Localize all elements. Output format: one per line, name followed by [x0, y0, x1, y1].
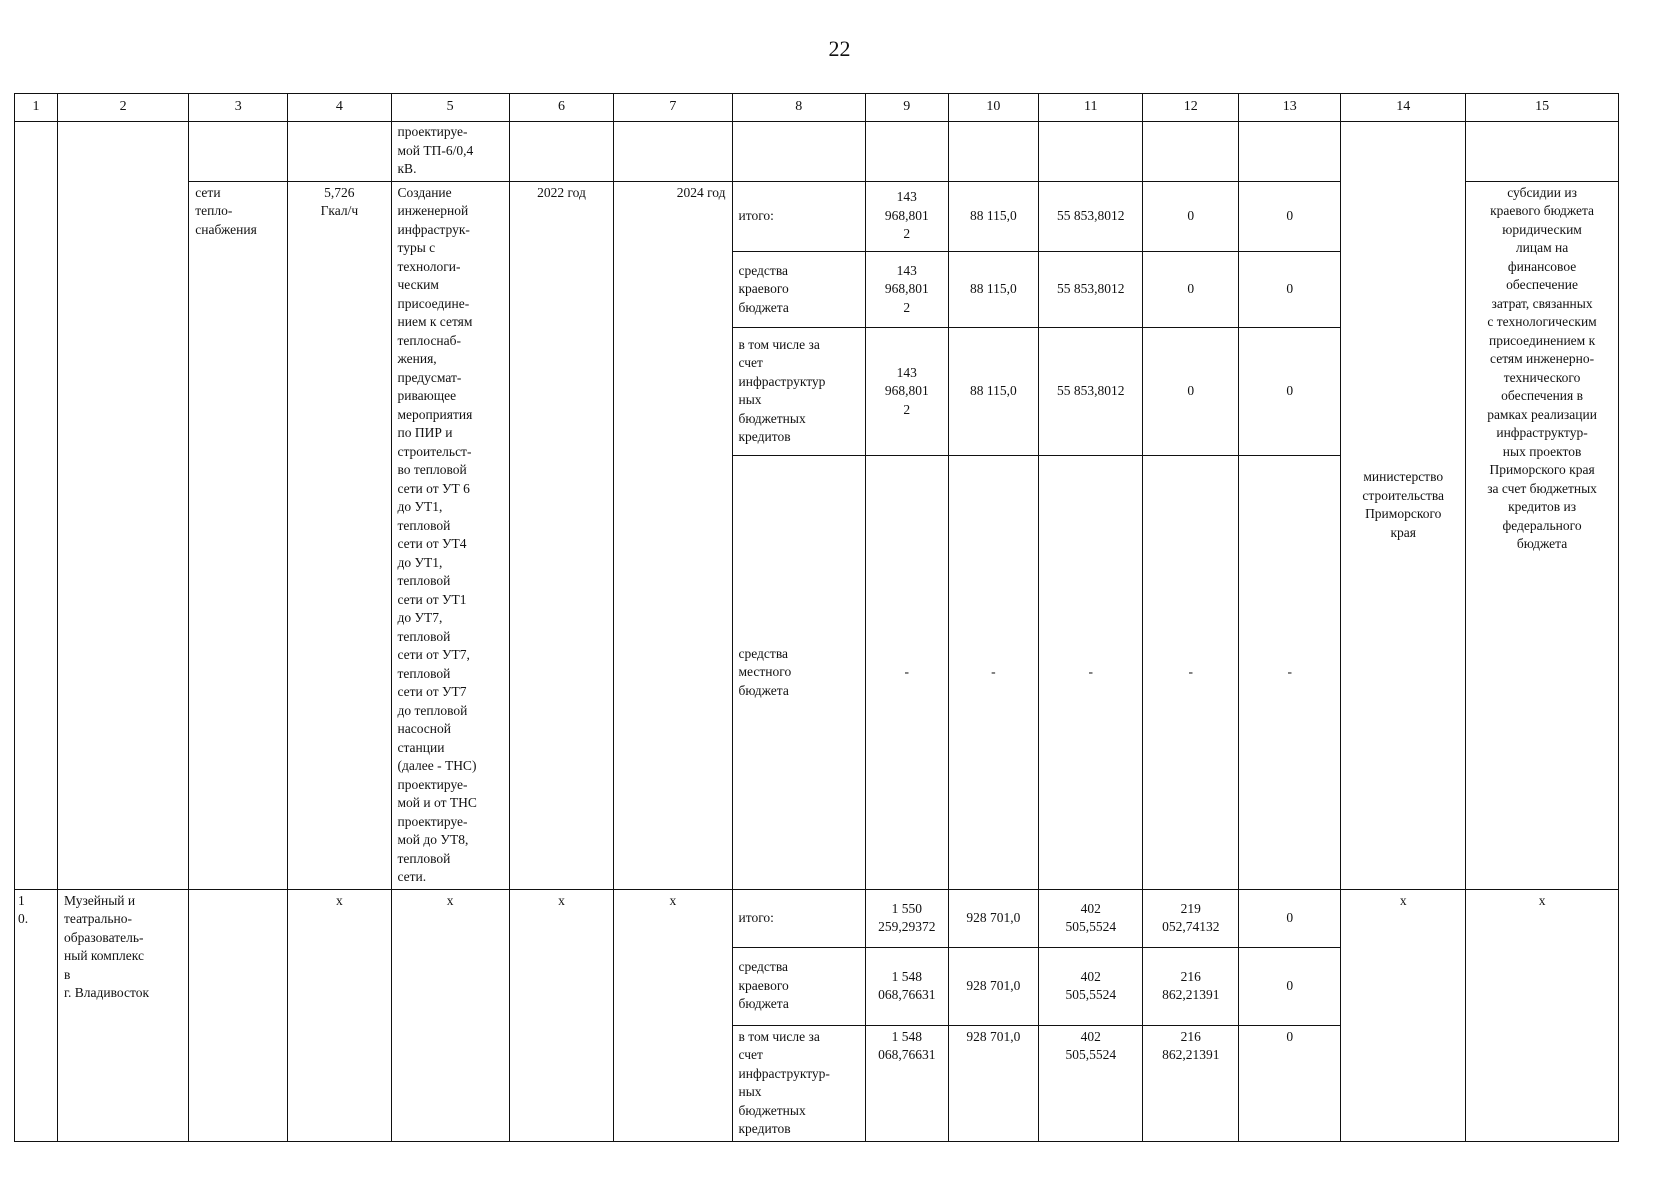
page-number: 22 — [828, 36, 851, 61]
cell-col11 — [1039, 122, 1143, 182]
object-description: Создание инженерной инфраструк- туры с технологи- ческим присоедине- нием к сетям теплоснаб- жения, предусмат- ривающее мероприятия по ПИР и строительст- во тепловой сети от УТ 6 до УТ1, тепловой сети от УТ4 до УТ1, тепловой сети от УТ1 до УТ7, тепловой сети от УТ7, тепловой сети от УТ7 до тепловой насосной станции (далее - ТНС) проектируе- мой и от ТНС проектируе- мой до УТ8, тепловой сети. — [391, 181, 509, 889]
amount-year1: 928 701,0 — [948, 1025, 1038, 1141]
funding-source-label: средства местного бюджета — [732, 456, 865, 889]
header-cell: 1 — [15, 94, 58, 122]
object-description: x — [391, 889, 509, 1141]
end-year: 2024 год — [614, 181, 732, 889]
cell-col9 — [865, 122, 948, 182]
cell-col13 — [1239, 122, 1341, 182]
amount-year4: 0 — [1239, 251, 1341, 327]
funding-source-label: в том числе за счет инфраструктур- ных бюджетных кредитов — [732, 1025, 865, 1141]
header-cell: 6 — [509, 94, 613, 122]
amount-year4: - — [1239, 456, 1341, 889]
cell-col7 — [614, 122, 732, 182]
capacity: 5,726 Гкал/ч — [288, 181, 391, 889]
header-cell: 5 — [391, 94, 509, 122]
amount-year2: 55 853,8012 — [1039, 327, 1143, 456]
header-row — [15, 94, 1619, 122]
amount-total: - — [865, 456, 948, 889]
cell-col3 — [189, 889, 288, 1141]
amount-year1: 88 115,0 — [948, 251, 1038, 327]
object-name: Музейный и театрально- образователь- ный комплекс в г. Владивосток — [58, 889, 189, 1141]
header-cell: 10 — [948, 94, 1038, 122]
start-year: 2022 год — [509, 181, 613, 889]
amount-year3: 0 — [1143, 181, 1239, 251]
amount-year3: 219 052,74132 — [1143, 889, 1239, 947]
cell-col10 — [948, 122, 1038, 182]
cell-col4 — [288, 122, 391, 182]
amount-year4: 0 — [1239, 181, 1341, 251]
header-cell: 2 — [58, 94, 189, 122]
header-cell: 14 — [1341, 94, 1466, 122]
header-cell: 4 — [288, 94, 391, 122]
cell-col2 — [58, 122, 189, 890]
header-cell: 7 — [614, 94, 732, 122]
amount-year4: 0 — [1239, 327, 1341, 456]
table-row — [15, 122, 1619, 182]
amount-year1: 88 115,0 — [948, 181, 1038, 251]
header-cell: 8 — [732, 94, 865, 122]
cell-col12 — [1143, 122, 1239, 182]
amount-year3: 216 862,21391 — [1143, 1025, 1239, 1141]
row-number: 1 0. — [15, 889, 58, 1141]
amount-year2: 402 505,5524 — [1039, 947, 1143, 1025]
header-cell: 12 — [1143, 94, 1239, 122]
amount-year3: 0 — [1143, 251, 1239, 327]
amount-year2: 55 853,8012 — [1039, 251, 1143, 327]
amount-year4: 0 — [1239, 947, 1341, 1025]
funding-source-label: в том числе за счет инфраструктур ных бюджетных кредитов — [732, 327, 865, 456]
cell-col3 — [189, 122, 288, 182]
cell-col15 — [1466, 122, 1619, 182]
expense-purpose: x — [1466, 889, 1619, 1141]
program-table — [14, 93, 1619, 1142]
funding-source-label: средства краевого бюджета — [732, 251, 865, 327]
header-cell: 15 — [1466, 94, 1619, 122]
amount-year2: 402 505,5524 — [1039, 1025, 1143, 1141]
amount-total: 1 548 068,76631 — [865, 947, 948, 1025]
funding-source-label: средства краевого бюджета — [732, 947, 865, 1025]
cell-col6 — [509, 122, 613, 182]
funding-source-label: итого: — [732, 181, 865, 251]
start-year: x — [509, 889, 613, 1141]
cell-col8 — [732, 122, 865, 182]
amount-total: 1 548 068,76631 — [865, 1025, 948, 1141]
header-cell: 3 — [189, 94, 288, 122]
amount-total: 143 968,801 2 — [865, 251, 948, 327]
amount-total: 143 968,801 2 — [865, 181, 948, 251]
amount-year4: 0 — [1239, 1025, 1341, 1141]
amount-year1: 928 701,0 — [948, 889, 1038, 947]
amount-year1: - — [948, 456, 1038, 889]
amount-year1: 928 701,0 — [948, 947, 1038, 1025]
responsible-executor: x — [1341, 889, 1466, 1141]
amount-year2: 402 505,5524 — [1039, 889, 1143, 947]
object-description-continued: проектируе- мой ТП-6/0,4 кВ. — [391, 122, 509, 182]
header-cell: 13 — [1239, 94, 1341, 122]
header-cell: 11 — [1039, 94, 1143, 122]
amount-year3: 216 862,21391 — [1143, 947, 1239, 1025]
network-type: сети тепло- снабжения — [189, 181, 288, 889]
end-year: x — [614, 889, 732, 1141]
amount-year3: 0 — [1143, 327, 1239, 456]
amount-year1: 88 115,0 — [948, 327, 1038, 456]
responsible-executor: министерство строительства Приморского края — [1341, 122, 1466, 890]
amount-total: 143 968,801 2 — [865, 327, 948, 456]
funding-source-label: итого: — [732, 889, 865, 947]
amount-year3: - — [1143, 456, 1239, 889]
header-cell: 9 — [865, 94, 948, 122]
amount-year2: - — [1039, 456, 1143, 889]
cell-col1 — [15, 122, 58, 890]
expense-purpose: субсидии из краевого бюджета юридическим лицам на финансовое обеспечение затрат, связанных с технологическим присоединением к сетям инженерно- технического обеспечения в рамках реализации инфраструктур- ных проектов Приморского края за счет бюджетных кредитов из федерального бюджета — [1466, 181, 1619, 889]
table-row — [15, 889, 1619, 947]
amount-year2: 55 853,8012 — [1039, 181, 1143, 251]
capacity: x — [288, 889, 391, 1141]
amount-year4: 0 — [1239, 889, 1341, 947]
amount-total: 1 550 259,29372 — [865, 889, 948, 947]
